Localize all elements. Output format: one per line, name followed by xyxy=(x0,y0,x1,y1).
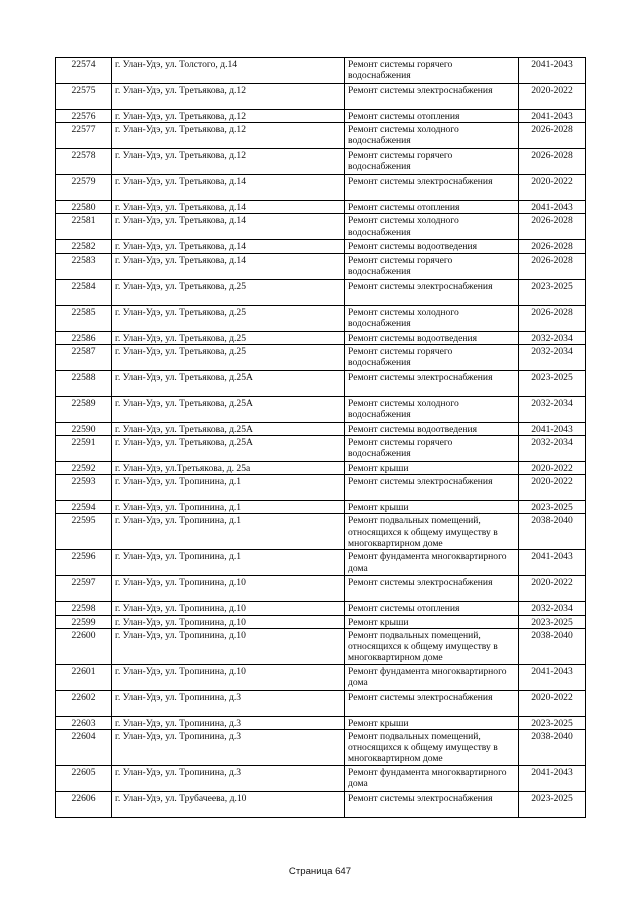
row-number-cell: 22593 xyxy=(56,475,112,501)
work-type-cell: Ремонт системы электроснабжения xyxy=(345,690,519,716)
address-cell: г. Улан-Удэ, ул. Тропинина, д.3 xyxy=(112,716,345,729)
period-cell: 2026-2028 xyxy=(519,214,586,240)
period-cell: 2023-2025 xyxy=(519,370,586,396)
table-row xyxy=(56,396,586,422)
address-cell: г. Улан-Удэ, ул. Тропинина, д.3 xyxy=(112,690,345,716)
period-cell: 2041-2043 xyxy=(519,664,586,690)
row-number-cell: 22592 xyxy=(56,462,112,475)
table-row xyxy=(56,110,586,123)
work-type-cell: Ремонт системы горячего водоснабжения xyxy=(345,149,519,175)
row-number-cell: 22606 xyxy=(56,792,112,818)
table-row xyxy=(56,792,586,818)
table-row xyxy=(56,514,586,550)
table-row xyxy=(56,475,586,501)
address-cell: г. Улан-Удэ, ул. Третьякова, д.12 xyxy=(112,84,345,110)
address-cell: г. Улан-Удэ, ул. Тропинина, д.10 xyxy=(112,628,345,664)
work-type-cell: Ремонт системы электроснабжения xyxy=(345,576,519,602)
period-cell: 2038-2040 xyxy=(519,730,586,766)
row-number-cell: 22602 xyxy=(56,690,112,716)
work-type-cell: Ремонт системы холодного водоснабжения xyxy=(345,396,519,422)
row-number-cell: 22591 xyxy=(56,436,112,462)
row-number-cell: 22604 xyxy=(56,730,112,766)
address-cell: г. Улан-Удэ, ул. Третьякова, д.25 xyxy=(112,305,345,331)
table-row xyxy=(56,730,586,766)
work-type-cell: Ремонт системы холодного водоснабжения xyxy=(345,123,519,149)
table-body xyxy=(56,58,586,818)
address-cell: г. Улан-Удэ, ул. Тропинина, д.1 xyxy=(112,550,345,576)
address-cell: г. Улан-Удэ, ул. Трубачеева, д.10 xyxy=(112,792,345,818)
row-number-cell: 22589 xyxy=(56,396,112,422)
period-cell: 2038-2040 xyxy=(519,628,586,664)
address-cell: г. Улан-Удэ, ул. Третьякова, д.25 xyxy=(112,279,345,305)
work-type-cell: Ремонт системы горячего водоснабжения xyxy=(345,58,519,84)
table-row xyxy=(56,690,586,716)
period-cell: 2041-2043 xyxy=(519,422,586,435)
address-cell: г. Улан-Удэ, ул. Третьякова, д.12 xyxy=(112,123,345,149)
address-cell: г. Улан-Удэ, ул. Тропинина, д.3 xyxy=(112,766,345,792)
row-number-cell: 22597 xyxy=(56,576,112,602)
period-cell: 2023-2025 xyxy=(519,716,586,729)
period-cell: 2041-2043 xyxy=(519,58,586,84)
row-number-cell: 22576 xyxy=(56,110,112,123)
row-number-cell: 22601 xyxy=(56,664,112,690)
row-number-cell: 22595 xyxy=(56,514,112,550)
row-number-cell: 22577 xyxy=(56,123,112,149)
work-type-cell: Ремонт системы электроснабжения xyxy=(345,475,519,501)
table-row xyxy=(56,628,586,664)
table-row xyxy=(56,279,586,305)
address-cell: г. Улан-Удэ, ул. Тропинина, д.1 xyxy=(112,514,345,550)
table-row xyxy=(56,501,586,514)
period-cell: 2023-2025 xyxy=(519,501,586,514)
address-cell: г. Улан-Удэ, ул. Третьякова, д.12 xyxy=(112,110,345,123)
row-number-cell: 22579 xyxy=(56,175,112,201)
table-row xyxy=(56,331,586,344)
work-type-cell: Ремонт подвальных помещений, относящихся к общему имуществу в многоквартирном доме xyxy=(345,514,519,550)
address-cell: г. Улан-Удэ, ул. Третьякова, д.12 xyxy=(112,149,345,175)
period-cell: 2032-2034 xyxy=(519,436,586,462)
period-cell: 2041-2043 xyxy=(519,766,586,792)
address-cell: г. Улан-Удэ, ул. Третьякова, д.14 xyxy=(112,175,345,201)
period-cell: 2032-2034 xyxy=(519,396,586,422)
table-row xyxy=(56,240,586,253)
work-type-cell: Ремонт системы горячего водоснабжения xyxy=(345,253,519,279)
address-cell: г. Улан-Удэ, ул. Тропинина, д.1 xyxy=(112,475,345,501)
table-row xyxy=(56,305,586,331)
period-cell: 2023-2025 xyxy=(519,279,586,305)
row-number-cell: 22603 xyxy=(56,716,112,729)
table-row xyxy=(56,436,586,462)
work-type-cell: Ремонт системы горячего водоснабжения xyxy=(345,344,519,370)
table-row xyxy=(56,123,586,149)
period-cell: 2026-2028 xyxy=(519,123,586,149)
work-type-cell: Ремонт системы отопления xyxy=(345,110,519,123)
period-cell: 2026-2028 xyxy=(519,149,586,175)
address-cell: г. Улан-Удэ, ул. Третьякова, д.25 xyxy=(112,344,345,370)
table-row xyxy=(56,58,586,84)
table-row xyxy=(56,602,586,615)
address-cell: г. Улан-Удэ, ул.Третьякова, д. 25а xyxy=(112,462,345,475)
work-type-cell: Ремонт крыши xyxy=(345,716,519,729)
period-cell: 2032-2034 xyxy=(519,331,586,344)
period-cell: 2020-2022 xyxy=(519,690,586,716)
work-type-cell: Ремонт подвальных помещений, относящихся к общему имуществу в многоквартирном доме xyxy=(345,730,519,766)
work-type-cell: Ремонт крыши xyxy=(345,615,519,628)
work-type-cell: Ремонт системы горячего водоснабжения xyxy=(345,436,519,462)
address-cell: г. Улан-Удэ, ул. Тропинина, д.10 xyxy=(112,602,345,615)
address-cell: г. Улан-Удэ, ул. Третьякова, д.14 xyxy=(112,253,345,279)
work-type-cell: Ремонт фундамента многоквартирного дома xyxy=(345,766,519,792)
work-type-cell: Ремонт системы водоотведения xyxy=(345,422,519,435)
period-cell: 2026-2028 xyxy=(519,305,586,331)
period-cell: 2020-2022 xyxy=(519,462,586,475)
address-cell: г. Улан-Удэ, ул. Тропинина, д.10 xyxy=(112,664,345,690)
period-cell: 2026-2028 xyxy=(519,253,586,279)
work-type-cell: Ремонт системы водоотведения xyxy=(345,240,519,253)
address-cell: г. Улан-Удэ, ул. Тропинина, д.1 xyxy=(112,501,345,514)
row-number-cell: 22596 xyxy=(56,550,112,576)
table-row xyxy=(56,716,586,729)
table-row xyxy=(56,253,586,279)
page-number: Страница 647 xyxy=(288,866,352,877)
table-row xyxy=(56,201,586,214)
work-type-cell: Ремонт системы электроснабжения xyxy=(345,84,519,110)
period-cell: 2041-2043 xyxy=(519,550,586,576)
row-number-cell: 22575 xyxy=(56,84,112,110)
work-type-cell: Ремонт фундамента многоквартирного дома xyxy=(345,550,519,576)
table-row xyxy=(56,664,586,690)
work-type-cell: Ремонт фундамента многоквартирного дома xyxy=(345,664,519,690)
row-number-cell: 22587 xyxy=(56,344,112,370)
period-cell: 2041-2043 xyxy=(519,201,586,214)
row-number-cell: 22585 xyxy=(56,305,112,331)
address-cell: г. Улан-Удэ, ул. Толстого, д.14 xyxy=(112,58,345,84)
work-type-cell: Ремонт системы электроснабжения xyxy=(345,279,519,305)
period-cell: 2020-2022 xyxy=(519,475,586,501)
row-number-cell: 22580 xyxy=(56,201,112,214)
table-row xyxy=(56,149,586,175)
period-cell: 2020-2022 xyxy=(519,175,586,201)
row-number-cell: 22581 xyxy=(56,214,112,240)
work-type-cell: Ремонт крыши xyxy=(345,462,519,475)
work-type-cell: Ремонт системы водоотведения xyxy=(345,331,519,344)
period-cell: 2032-2034 xyxy=(519,602,586,615)
table-row xyxy=(56,550,586,576)
table-row xyxy=(56,370,586,396)
period-cell: 2032-2034 xyxy=(519,344,586,370)
row-number-cell: 22600 xyxy=(56,628,112,664)
work-type-cell: Ремонт системы электроснабжения xyxy=(345,792,519,818)
work-type-cell: Ремонт системы отопления xyxy=(345,201,519,214)
address-cell: г. Улан-Удэ, ул. Тропинина, д.3 xyxy=(112,730,345,766)
row-number-cell: 22605 xyxy=(56,766,112,792)
period-cell: 2023-2025 xyxy=(519,792,586,818)
row-number-cell: 22588 xyxy=(56,370,112,396)
table-row xyxy=(56,462,586,475)
row-number-cell: 22578 xyxy=(56,149,112,175)
row-number-cell: 22584 xyxy=(56,279,112,305)
row-number-cell: 22586 xyxy=(56,331,112,344)
row-number-cell: 22598 xyxy=(56,602,112,615)
work-type-cell: Ремонт подвальных помещений, относящихся к общему имуществу в многоквартирном доме xyxy=(345,628,519,664)
period-cell: 2026-2028 xyxy=(519,240,586,253)
row-number-cell: 22594 xyxy=(56,501,112,514)
address-cell: г. Улан-Удэ, ул. Третьякова, д.25А xyxy=(112,436,345,462)
address-cell: г. Улан-Удэ, ул. Третьякова, д.25А xyxy=(112,422,345,435)
row-number-cell: 22582 xyxy=(56,240,112,253)
period-cell: 2041-2043 xyxy=(519,110,586,123)
table-row xyxy=(56,615,586,628)
table-row xyxy=(56,84,586,110)
table-row xyxy=(56,175,586,201)
work-type-cell: Ремонт системы холодного водоснабжения xyxy=(345,305,519,331)
row-number-cell: 22583 xyxy=(56,253,112,279)
address-cell: г. Улан-Удэ, ул. Третьякова, д.25А xyxy=(112,396,345,422)
repair-schedule-table xyxy=(55,57,586,818)
period-cell: 2023-2025 xyxy=(519,615,586,628)
table-row xyxy=(56,214,586,240)
address-cell: г. Улан-Удэ, ул. Тропинина, д.10 xyxy=(112,615,345,628)
period-cell: 2038-2040 xyxy=(519,514,586,550)
address-cell: г. Улан-Удэ, ул. Третьякова, д.25 xyxy=(112,331,345,344)
address-cell: г. Улан-Удэ, ул. Третьякова, д.14 xyxy=(112,240,345,253)
period-cell: 2020-2022 xyxy=(519,576,586,602)
table-row xyxy=(56,576,586,602)
address-cell: г. Улан-Удэ, ул. Третьякова, д.14 xyxy=(112,214,345,240)
address-cell: г. Улан-Удэ, ул. Третьякова, д.14 xyxy=(112,201,345,214)
address-cell: г. Улан-Удэ, ул. Третьякова, д.25А xyxy=(112,370,345,396)
row-number-cell: 22574 xyxy=(56,58,112,84)
work-type-cell: Ремонт крыши xyxy=(345,501,519,514)
work-type-cell: Ремонт системы электроснабжения xyxy=(345,175,519,201)
work-type-cell: Ремонт системы отопления xyxy=(345,602,519,615)
row-number-cell: 22590 xyxy=(56,422,112,435)
row-number-cell: 22599 xyxy=(56,615,112,628)
table-row xyxy=(56,422,586,435)
work-type-cell: Ремонт системы электроснабжения xyxy=(345,370,519,396)
table-row xyxy=(56,766,586,792)
period-cell: 2020-2022 xyxy=(519,84,586,110)
table-row xyxy=(56,344,586,370)
work-type-cell: Ремонт системы холодного водоснабжения xyxy=(345,214,519,240)
address-cell: г. Улан-Удэ, ул. Тропинина, д.10 xyxy=(112,576,345,602)
